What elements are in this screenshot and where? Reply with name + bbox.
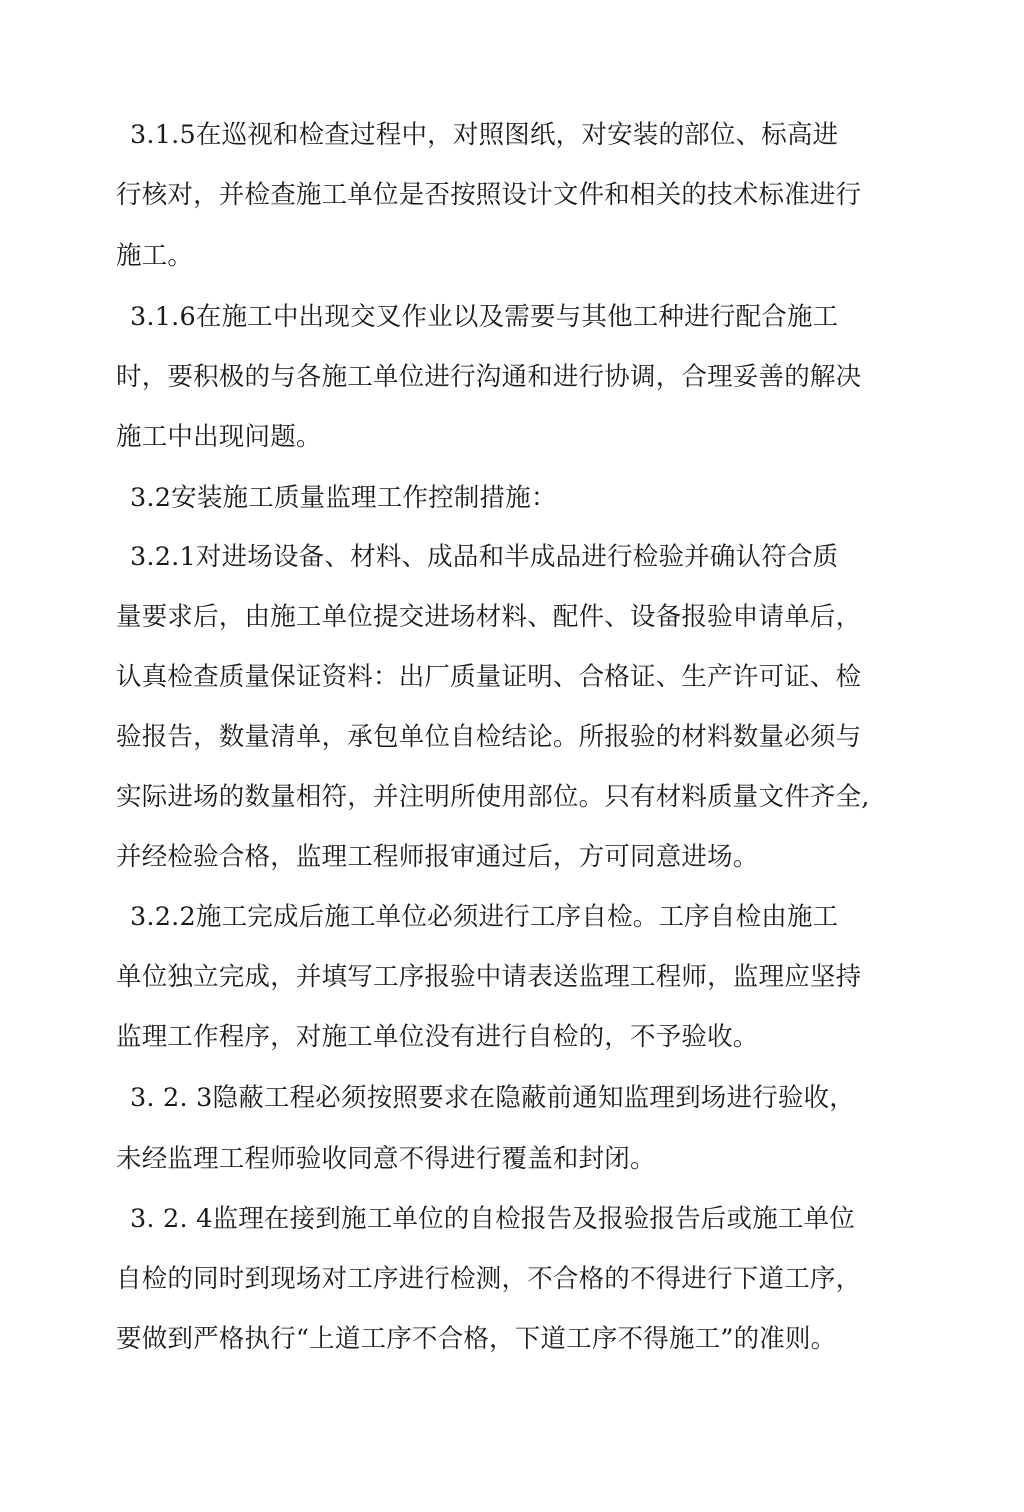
text-line: 3.1.6在施工中出现交叉作业以及需要与其他工种进行配合施工 [130,302,839,332]
text-line: 监理工作程序，对施工单位没有进行自检的，不予验收。 [116,1022,759,1052]
text-line: 时，要积极的与各施工单位进行沟通和进行协调，合理妥善的解决 [116,362,862,392]
text-line: 施工中出现问题。 [116,422,322,452]
text-line: 3. 2. 3隐蔽工程必须按照要求在隐蔽前通知监理到场进行验收， [130,1083,855,1113]
text-line: 3.1.5在巡视和检查过程中，对照图纸，对安装的部位、标高进 [130,120,839,150]
text-line: 3.2.2施工完成后施工单位必须进行工序自检。工序自检由施工 [130,902,839,932]
text-line: 单位独立完成，并填写工序报验中请表送监理工程师，监理应坚持 [116,962,862,992]
section-heading: 3.2安装施工质量监理工作控制措施： [130,483,557,513]
text-line: 自检的同时到现场对工序进行检测，不合格的不得进行下道工序， [116,1264,862,1294]
text-line: 未经监理工程师验收同意不得进行覆盖和封闭。 [116,1144,656,1174]
text-line: 施工。 [116,241,194,271]
text-line: 行核对，并检查施工单位是否按照设计文件和相关的技术标准进行 [116,180,862,210]
text-line: 要做到严格执行“上道工序不合格，下道工序不得施工”的准则。 [116,1324,837,1354]
text-line: 量要求后，由施工单位提交进场材料、配件、设备报验申请单后， [116,602,862,632]
text-line: 并经检验合格，监理工程师报审通过后，方可同意进场。 [116,842,759,872]
text-line: 实际进场的数量相符，并注明所使用部位。只有材料质量文件齐全, [116,782,870,812]
text-line: 3. 2. 4监理在接到施工单位的自检报告及报验报告后或施工单位 [130,1204,855,1234]
text-line: 验报告，数量清单，承包单位自检结论。所报验的材料数量必须与 [116,722,862,752]
text-line: 认真检查质量保证资料：出厂质量证明、合格证、生产许可证、检 [116,662,862,692]
text-line: 3.2.1对进场设备、材料、成品和半成品进行检验并确认符合质 [130,542,839,572]
